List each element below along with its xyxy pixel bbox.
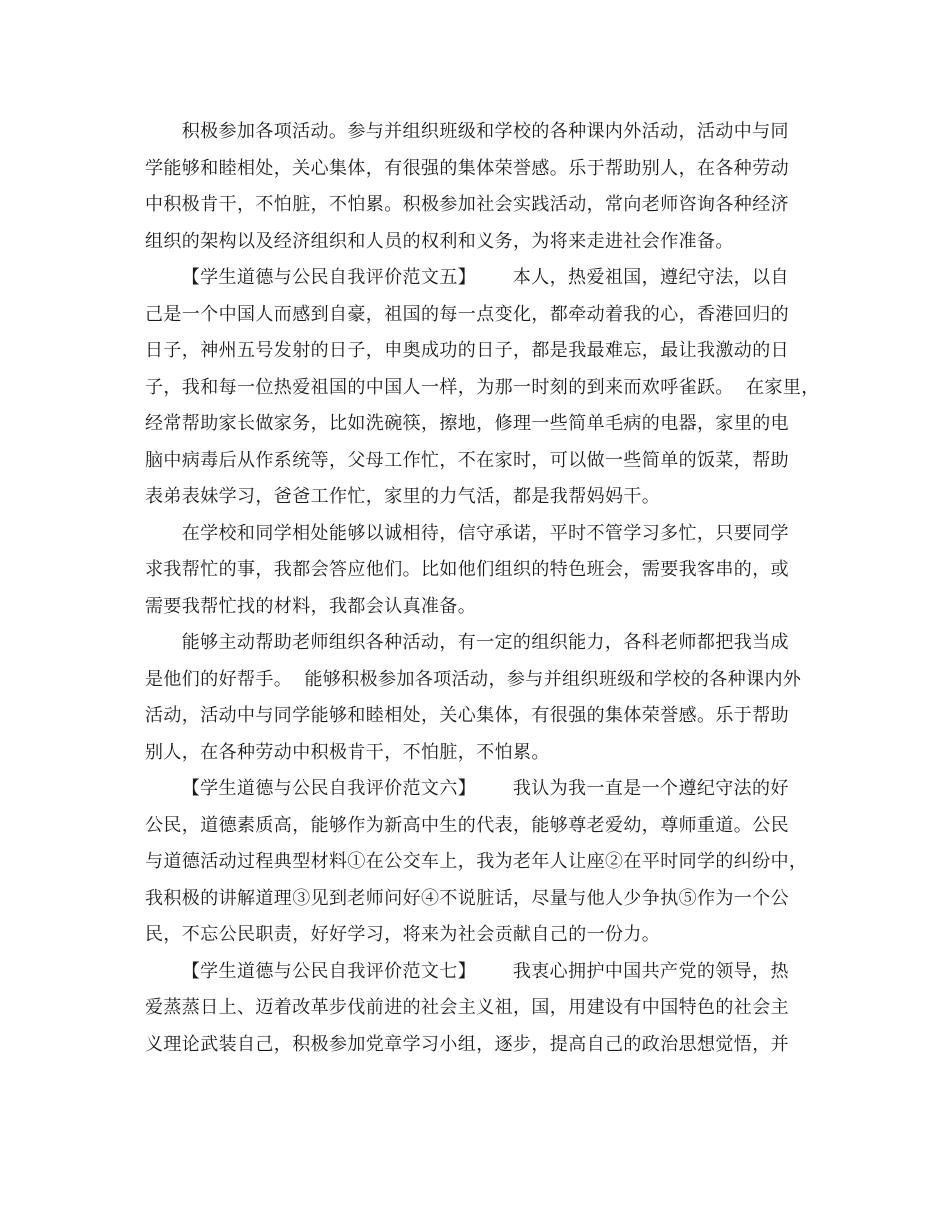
text-line: 公民，道德素质高，能够作为新高中生的代表，能够尊老爱幼，尊师重道。公民 [145, 814, 789, 836]
text-line: 脑中病毒后从作系统等，父母工作忙，不在家时，可以做一些简单的饭菜，帮助 [145, 449, 789, 471]
text-line: 积极参加各项活动。参与并组织班级和学校的各种课内外活动，活动中与同 [145, 121, 789, 142]
text-line: 民，不忘公民职责，好好学习，将来为社会贡献自己的一份力。 [145, 924, 661, 945]
text-line: 能够主动帮助老师组织各种活动，有一定的组织能力，各科老师都把我当成 [145, 632, 789, 653]
text-line: 求我帮忙的事，我都会答应他们。比如他们组织的特色班会，需要我客串的，或 [145, 559, 789, 580]
section-heading-line: 【学生道德与公民自我评价范文七】 我衷心拥护中国共产党的领导，热 [145, 960, 789, 982]
text-line: 组织的架构以及经济组织和人员的权利和义务，为将来走进社会作准备。 [145, 230, 734, 252]
text-line: 需要我帮忙找的材料，我都会认真准备。 [145, 595, 477, 617]
text-line: 日子，神州五号发射的日子，申奥成功的日子，都是我最难忘，最让我激动的日 [145, 340, 789, 361]
text-line: 子，我和每一位热爱祖国的中国人一样，为那一时刻的到来而欢呼雀跃。 在家里， [145, 376, 820, 398]
text-line: 别人，在各种劳动中积极肯干，不怕脏，不怕累。 [145, 741, 550, 763]
document-body [145, 114, 825, 1063]
text-line: 表弟表妹学习，爸爸工作忙，家里的力气活，都是我帮妈妈干。 [145, 486, 661, 507]
text-line: 与道德活动过程典型材料①在公交车上，我为老年人让座②在平时同学的纠纷中， [145, 851, 808, 872]
text-line: 学能够和睦相处，关心集体，有很强的集体荣誉感。乐于帮助别人，在各种劳动 [145, 157, 789, 179]
text-line: 义理论武装自己，积极参加党章学习小组，逐步，提高自己的政治思想觉悟，并 [145, 1033, 789, 1055]
section-heading-line: 【学生道德与公民自我评价范文五】 本人，热爱祖国，遵纪守法，以自 [145, 267, 789, 288]
text-line: 是他们的好帮手。 能够积极参加各项活动，参与并组织班级和学校的各种课内外 [145, 668, 802, 690]
text-line: 我积极的讲解道理③见到老师问好④不说脏话，尽量与他人少争执⑤作为一个公 [145, 887, 789, 909]
text-line: 在学校和同学相处能够以诚相待，信守承诺，平时不管学习多忙，只要同学 [145, 522, 789, 544]
text-line: 经常帮助家长做家务，比如洗碗筷，擦地，修理一些简单毛病的电器，家里的电 [145, 413, 789, 434]
section-heading-line: 【学生道德与公民自我评价范文六】 我认为我一直是一个遵纪守法的好 [145, 778, 789, 799]
text-line: 己是一个中国人而感到自豪，祖国的每一点变化，都牵动着我的心，香港回归的 [145, 303, 789, 325]
text-line: 爱蒸蒸日上、迈着改革步伐前进的社会主义祖，国，用建设有中国特色的社会主 [145, 997, 789, 1018]
text-line: 中积极肯干，不怕脏，不怕累。积极参加社会实践活动，常向老师咨询各种经济 [145, 194, 789, 215]
text-line: 活动，活动中与同学能够和睦相处，关心集体，有很强的集体荣誉感。乐于帮助 [145, 705, 789, 726]
